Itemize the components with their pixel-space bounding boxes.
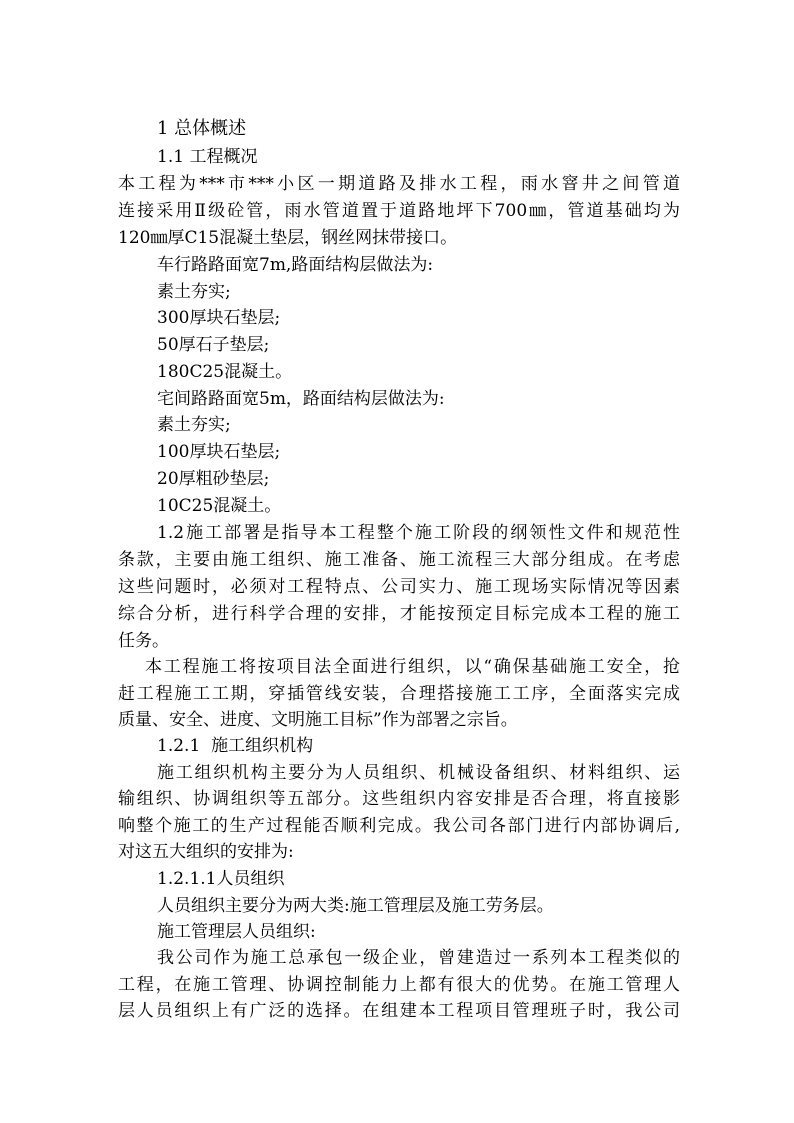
paragraph-line: 质量、安全、进度、文明施工目标”作为部署之宗旨。 bbox=[118, 710, 518, 730]
list-item: 100厚块石垫层; bbox=[157, 442, 281, 462]
paragraph-line: 施工管理层人员组织: bbox=[157, 922, 316, 942]
paragraph-line: 综合分析，进行科学合理的安排，才能按预定目标完成本工程的施工 bbox=[118, 604, 680, 624]
paragraph-line: 我公司作为施工总承包一级企业，曾建造过一系列本工程类似的 bbox=[157, 948, 680, 968]
paragraph-line: 响整个施工的生产过程能否顺利完成。我公司各部门进行内部协调后, bbox=[118, 816, 680, 836]
subsection-heading: 1.1 工程概况 bbox=[157, 147, 258, 167]
list-item: 180C25混凝土。 bbox=[157, 362, 293, 382]
subsection-heading: 1.2.1.1人员组织 bbox=[157, 869, 285, 889]
list-item: 素土夯实; bbox=[157, 282, 231, 302]
paragraph-line: 施工组织机构主要分为人员组织、机械设备组织、材料组织、运 bbox=[157, 763, 680, 783]
list-item: 10C25混凝土。 bbox=[157, 496, 282, 516]
paragraph-line: 本工程施工将按项目法全面进行组织，以“确保基础施工安全，抢 bbox=[145, 657, 680, 677]
paragraph-line: 本工程为***市***小区一期道路及排水工程，雨水窨井之间管道 bbox=[118, 174, 680, 194]
paragraph-line: 这些问题时，必须对工程特点、公司实力、施工现场实际情况等因素 bbox=[118, 577, 680, 597]
paragraph-line: 连接采用Ⅱ级砼管，雨水管道置于道路地坪下700㎜，管道基础均为 bbox=[118, 201, 680, 221]
paragraph-line: 对这五大组织的安排为: bbox=[118, 842, 294, 862]
paragraph-line: 1.2施工部署是指导本工程整个施工阶段的纲领性文件和规范性 bbox=[157, 523, 680, 543]
paragraph-line: 输组织、协调组织等五部分。这些组织内容安排是否合理，将直接影 bbox=[118, 789, 680, 809]
paragraph-line: 工程，在施工管理、协调控制能力上都有很大的优势。在施工管理人 bbox=[118, 975, 680, 995]
paragraph-line: 任务。 bbox=[118, 631, 169, 651]
list-item: 300厚块石垫层; bbox=[157, 308, 281, 328]
paragraph-line: 宅间路路面宽5m，路面结构层做法为: bbox=[157, 389, 445, 409]
list-item: 素土夯实; bbox=[157, 415, 231, 435]
paragraph-line: 层人员组织上有广泛的选择。在组建本工程项目管理班子时，我公司 bbox=[118, 1001, 680, 1021]
subsection-heading: 1.2.1 施工组织机构 bbox=[157, 736, 314, 756]
list-item: 20厚粗砂垫层; bbox=[157, 469, 270, 489]
list-item: 50厚石子垫层; bbox=[157, 335, 270, 355]
paragraph-line: 120㎜厚C15混凝土垫层，钢丝网抹带接口。 bbox=[118, 228, 458, 248]
section-heading: 1 总体概述 bbox=[157, 118, 247, 139]
paragraph-line: 赶工程施工工期，穿插管线安装，合理搭接施工工序，全面落实完成 bbox=[118, 684, 680, 704]
paragraph-line: 人员组织主要分为两大类:施工管理层及施工劳务层。 bbox=[157, 896, 554, 916]
paragraph-line: 条款，主要由施工组织、施工准备、施工流程三大部分组成。在考虑 bbox=[118, 550, 680, 570]
paragraph-line: 车行路路面宽7m,路面结构层做法为: bbox=[157, 255, 434, 275]
